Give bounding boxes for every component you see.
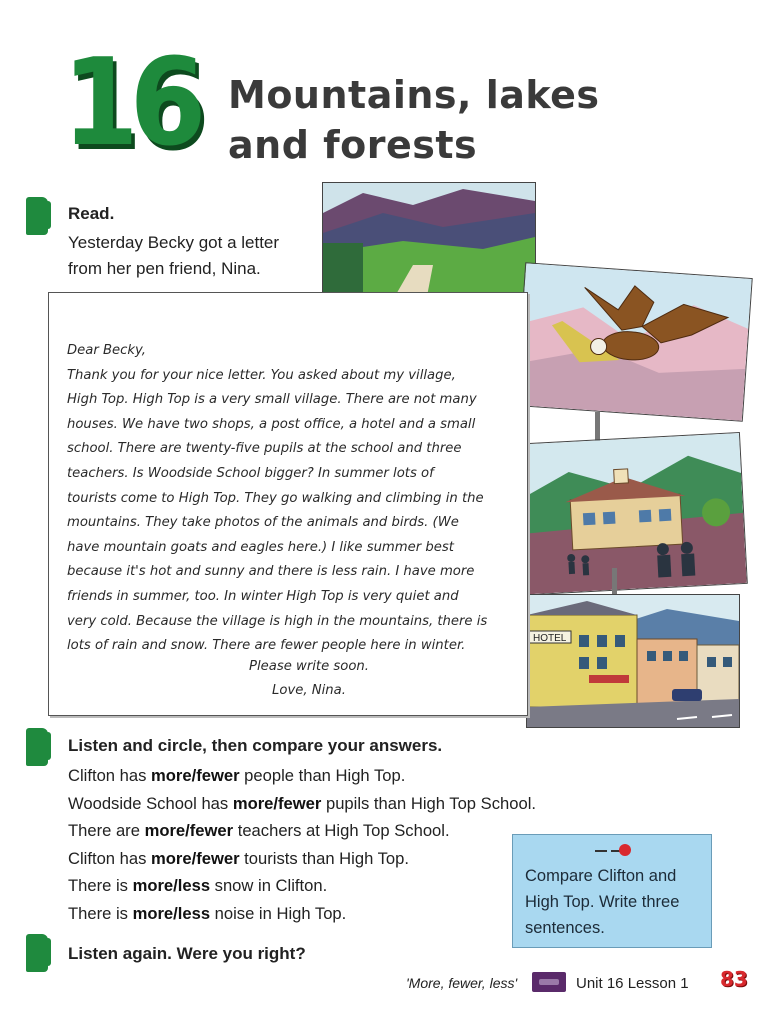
- exercise-sentence: [68, 817, 536, 845]
- intro-line-2: from her pen friend, Nina.: [68, 259, 261, 278]
- word-choice[interactable]: more/less: [132, 876, 211, 896]
- page-title: [228, 70, 600, 170]
- eagle-picture: [515, 262, 752, 422]
- letter-signoff: Love, Nina.: [272, 683, 346, 698]
- sentence-text: teachers at High Top School.: [233, 821, 450, 841]
- exercise-sentence: [68, 900, 536, 928]
- read-heading: Read.: [68, 204, 115, 223]
- sentence-text: There is: [68, 903, 133, 923]
- page-number: 83: [720, 967, 748, 991]
- section-marker-icon: [26, 728, 48, 766]
- sentence-text: Woodside School has: [68, 793, 233, 813]
- letter-line: tourists come to High Top. They go walking and climbing in the: [67, 490, 484, 506]
- letter-signature: [209, 655, 409, 703]
- letter-closing: Please write soon.: [249, 659, 369, 674]
- sentence-text: Clifton has: [68, 848, 152, 868]
- letter-line: lots of rain and snow. There are fewer people here in winter.: [67, 638, 466, 654]
- note-line: High Top. Write three: [525, 893, 680, 911]
- letter-card: [48, 292, 528, 716]
- letter-line: teachers. Is Woodside School bigger? In summer lots of: [67, 465, 434, 481]
- title-line-2: and forests: [228, 123, 478, 167]
- letter-line: mountains. They take photos of the animals and birds. (We: [67, 515, 459, 531]
- letter-line: school. There are twenty-five pupils at the school and three: [67, 441, 462, 457]
- sticky-note: [512, 834, 712, 948]
- sentence-text: tourists than High Top.: [239, 848, 409, 868]
- eagle-illustration: [516, 263, 751, 420]
- hotel-sign-text: HOTEL: [533, 633, 567, 644]
- cassette-icon: [532, 972, 566, 992]
- sentence-text: pupils than High Top School.: [321, 793, 536, 813]
- sentence-text: There are: [68, 821, 145, 841]
- sentence-text: people than High Top.: [239, 766, 406, 785]
- letter-line: houses. We have two shops, a post office, a hotel and a small: [67, 416, 476, 432]
- letter-line: because it's hot and sunny and there is less rain. I have more: [67, 564, 475, 580]
- letter-line: very cold. Because the village is high in the mountains, there is: [67, 613, 488, 629]
- intro-line-1: Yesterday Becky got a letter: [68, 233, 280, 252]
- word-choice[interactable]: more/fewer: [144, 821, 234, 841]
- word-choice[interactable]: more/fewer: [151, 766, 240, 785]
- letter-greeting: Dear Becky,: [67, 343, 146, 358]
- letter-line: Thank you for your nice letter. You asked about my village,: [67, 367, 456, 383]
- unit-lesson-label: Unit 16 Lesson 1: [576, 975, 689, 992]
- sentence-text: There is: [68, 876, 133, 896]
- note-line: Compare Clifton and: [525, 867, 677, 885]
- section-marker-icon: [26, 197, 48, 235]
- note-text: [525, 863, 705, 941]
- exercise-sentence: [68, 872, 536, 900]
- school-illustration: [507, 433, 747, 595]
- exercise-sentences: [68, 762, 536, 928]
- exercise-sentence: [68, 762, 536, 790]
- letter-line: friends in summer, too. In winter High Top is very quiet and: [67, 588, 459, 604]
- pushpin-icon: [593, 841, 633, 861]
- exercise-sentence: [68, 790, 536, 818]
- letter-line: have mountain goats and eagles here.) I like summer best: [67, 539, 454, 555]
- title-line-1: Mountains, lakes: [228, 73, 600, 117]
- letter-line: High Top. High Top is a very small village. There are not many: [67, 392, 477, 408]
- exercise-sentence: [68, 845, 536, 873]
- word-choice[interactable]: more/fewer: [232, 793, 322, 813]
- sentence-text: Clifton has: [68, 766, 152, 785]
- listen-again-heading: Listen again. Were you right?: [68, 944, 306, 963]
- word-choice[interactable]: more/fewer: [151, 848, 240, 868]
- section-marker-icon: [26, 934, 48, 972]
- village-street-illustration: [527, 595, 739, 727]
- unit-number: 16: [62, 34, 198, 173]
- letter-body: [67, 339, 507, 659]
- word-choice[interactable]: more/less: [132, 903, 211, 923]
- sentence-text: noise in High Top.: [210, 903, 347, 923]
- read-intro: [68, 230, 318, 282]
- listen-heading: Listen and circle, then compare your answers.: [68, 736, 443, 755]
- sentence-text: snow in Clifton.: [210, 876, 328, 896]
- village-street-picture: [526, 594, 740, 728]
- grammar-reference: 'More, fewer, less': [406, 975, 518, 991]
- school-picture: [506, 432, 748, 596]
- note-line: sentences.: [525, 919, 605, 937]
